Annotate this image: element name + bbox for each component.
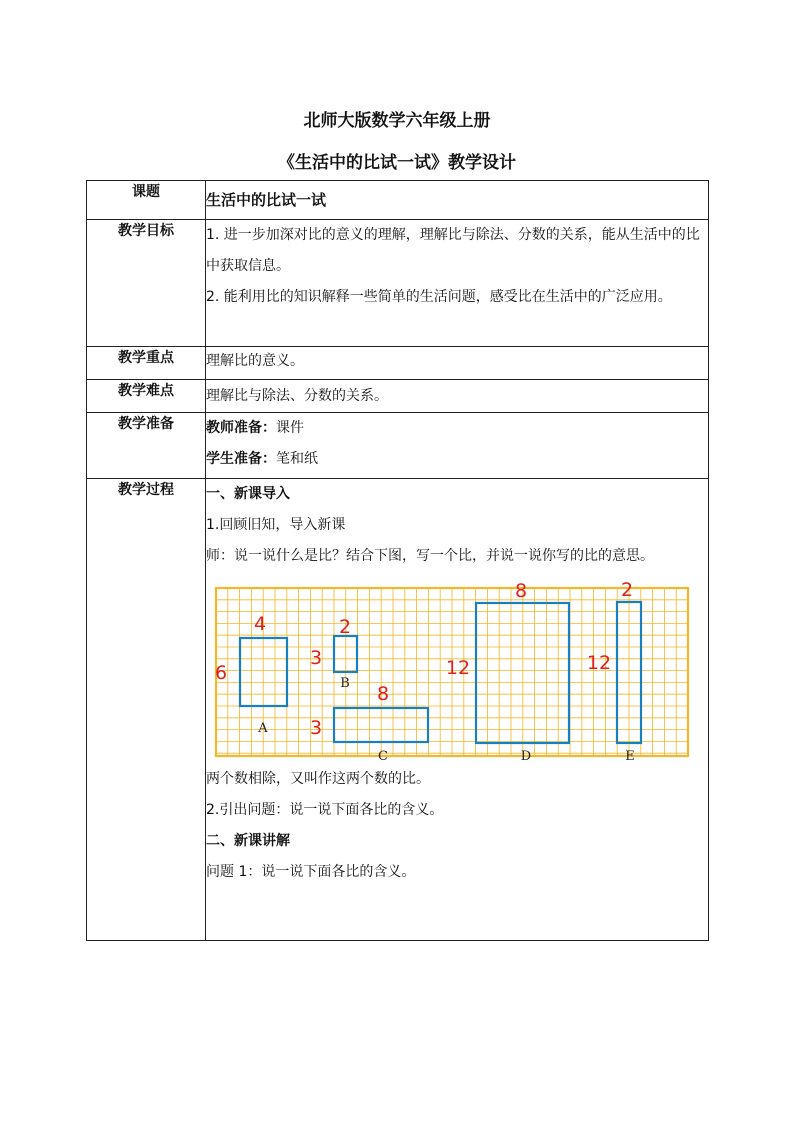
preparation-label: 教学准备 xyxy=(87,413,206,479)
rectangle-c-letter: C xyxy=(378,749,388,764)
teacher-preparation xyxy=(206,413,708,444)
rectangle-d-letter: D xyxy=(520,749,532,764)
section-1-heading: 一、新课导入 xyxy=(206,486,290,502)
section-2-heading: 二、新课讲解 xyxy=(206,833,290,849)
difficulty-label: 教学难点 xyxy=(87,380,206,413)
preparation-content xyxy=(206,413,709,479)
teacher-preparation-label: 教师准备： xyxy=(206,420,276,436)
rectangle-a-height-label: 6 xyxy=(214,662,228,684)
difficulty-value: 理解比与除法、分数的关系。 xyxy=(206,380,709,413)
goal-item-2: 2. 能利用比的知识解释一些简单的生活问题，感受比在生活中的广泛应用。 xyxy=(206,289,672,305)
lesson-plan-table xyxy=(86,180,709,941)
rectangle-b-height-label: 3 xyxy=(309,647,323,669)
topic-value: 生活中的比试一试 xyxy=(206,181,709,220)
row-difficulty xyxy=(87,380,709,413)
row-goals xyxy=(87,220,709,347)
rectangle-e-letter: E xyxy=(625,749,635,764)
rectangle-e-width-label: 2 xyxy=(620,579,634,601)
student-preparation xyxy=(206,444,708,475)
row-process xyxy=(87,479,709,941)
rectangle-d-height-label: 12 xyxy=(445,657,471,679)
rectangle-b-letter: B xyxy=(340,676,350,691)
rectangle-e-height-label: 12 xyxy=(586,652,612,674)
teacher-preparation-value: 课件 xyxy=(276,420,304,436)
process-content xyxy=(206,479,709,941)
question-1: 问题 1：说一说下面各比的含义。 xyxy=(206,864,416,880)
document-subtitle: 《生活中的比试一试》教学设计 xyxy=(278,153,516,173)
row-key-point xyxy=(87,347,709,380)
teacher-prompt: 师：说一说什么是比？结合下图，写一个比，并说一说你写的比的意思。 xyxy=(206,548,654,564)
goal-item-1: 1. 进一步加深对比的意义的理解，理解比与除法、分数的关系，能从生活中的比中获取信息。 xyxy=(206,227,700,274)
key-point-label: 教学重点 xyxy=(87,347,206,380)
process-label: 教学过程 xyxy=(87,479,206,941)
rectangle-d-width-label: 8 xyxy=(514,580,528,602)
rectangle-figure xyxy=(206,579,708,764)
rectangle-c-height-label: 3 xyxy=(309,717,323,739)
document-title: 北师大版数学六年级上册 xyxy=(303,111,491,131)
student-preparation-value: 笔和纸 xyxy=(276,451,318,467)
row-topic xyxy=(87,181,709,220)
step-1: 1.回顾旧知，导入新课 xyxy=(206,517,346,533)
rectangle-a-width-label: 4 xyxy=(253,613,267,635)
rectangle-a-letter: A xyxy=(258,721,268,736)
goals-label: 教学目标 xyxy=(87,220,206,347)
key-point-value: 理解比的意义。 xyxy=(206,347,709,380)
row-preparation xyxy=(87,413,709,479)
topic-label: 课题 xyxy=(87,181,206,220)
ratio-definition: 两个数相除，又叫作这两个数的比。 xyxy=(206,771,430,787)
grid-diagram xyxy=(208,579,688,764)
rectangle-b-width-label: 2 xyxy=(338,616,352,638)
goals-content xyxy=(206,220,709,347)
student-preparation-label: 学生准备： xyxy=(206,451,276,467)
rectangle-c-width-label: 8 xyxy=(376,683,390,705)
step-2: 2.引出问题：说一说下面各比的含义。 xyxy=(206,802,444,818)
